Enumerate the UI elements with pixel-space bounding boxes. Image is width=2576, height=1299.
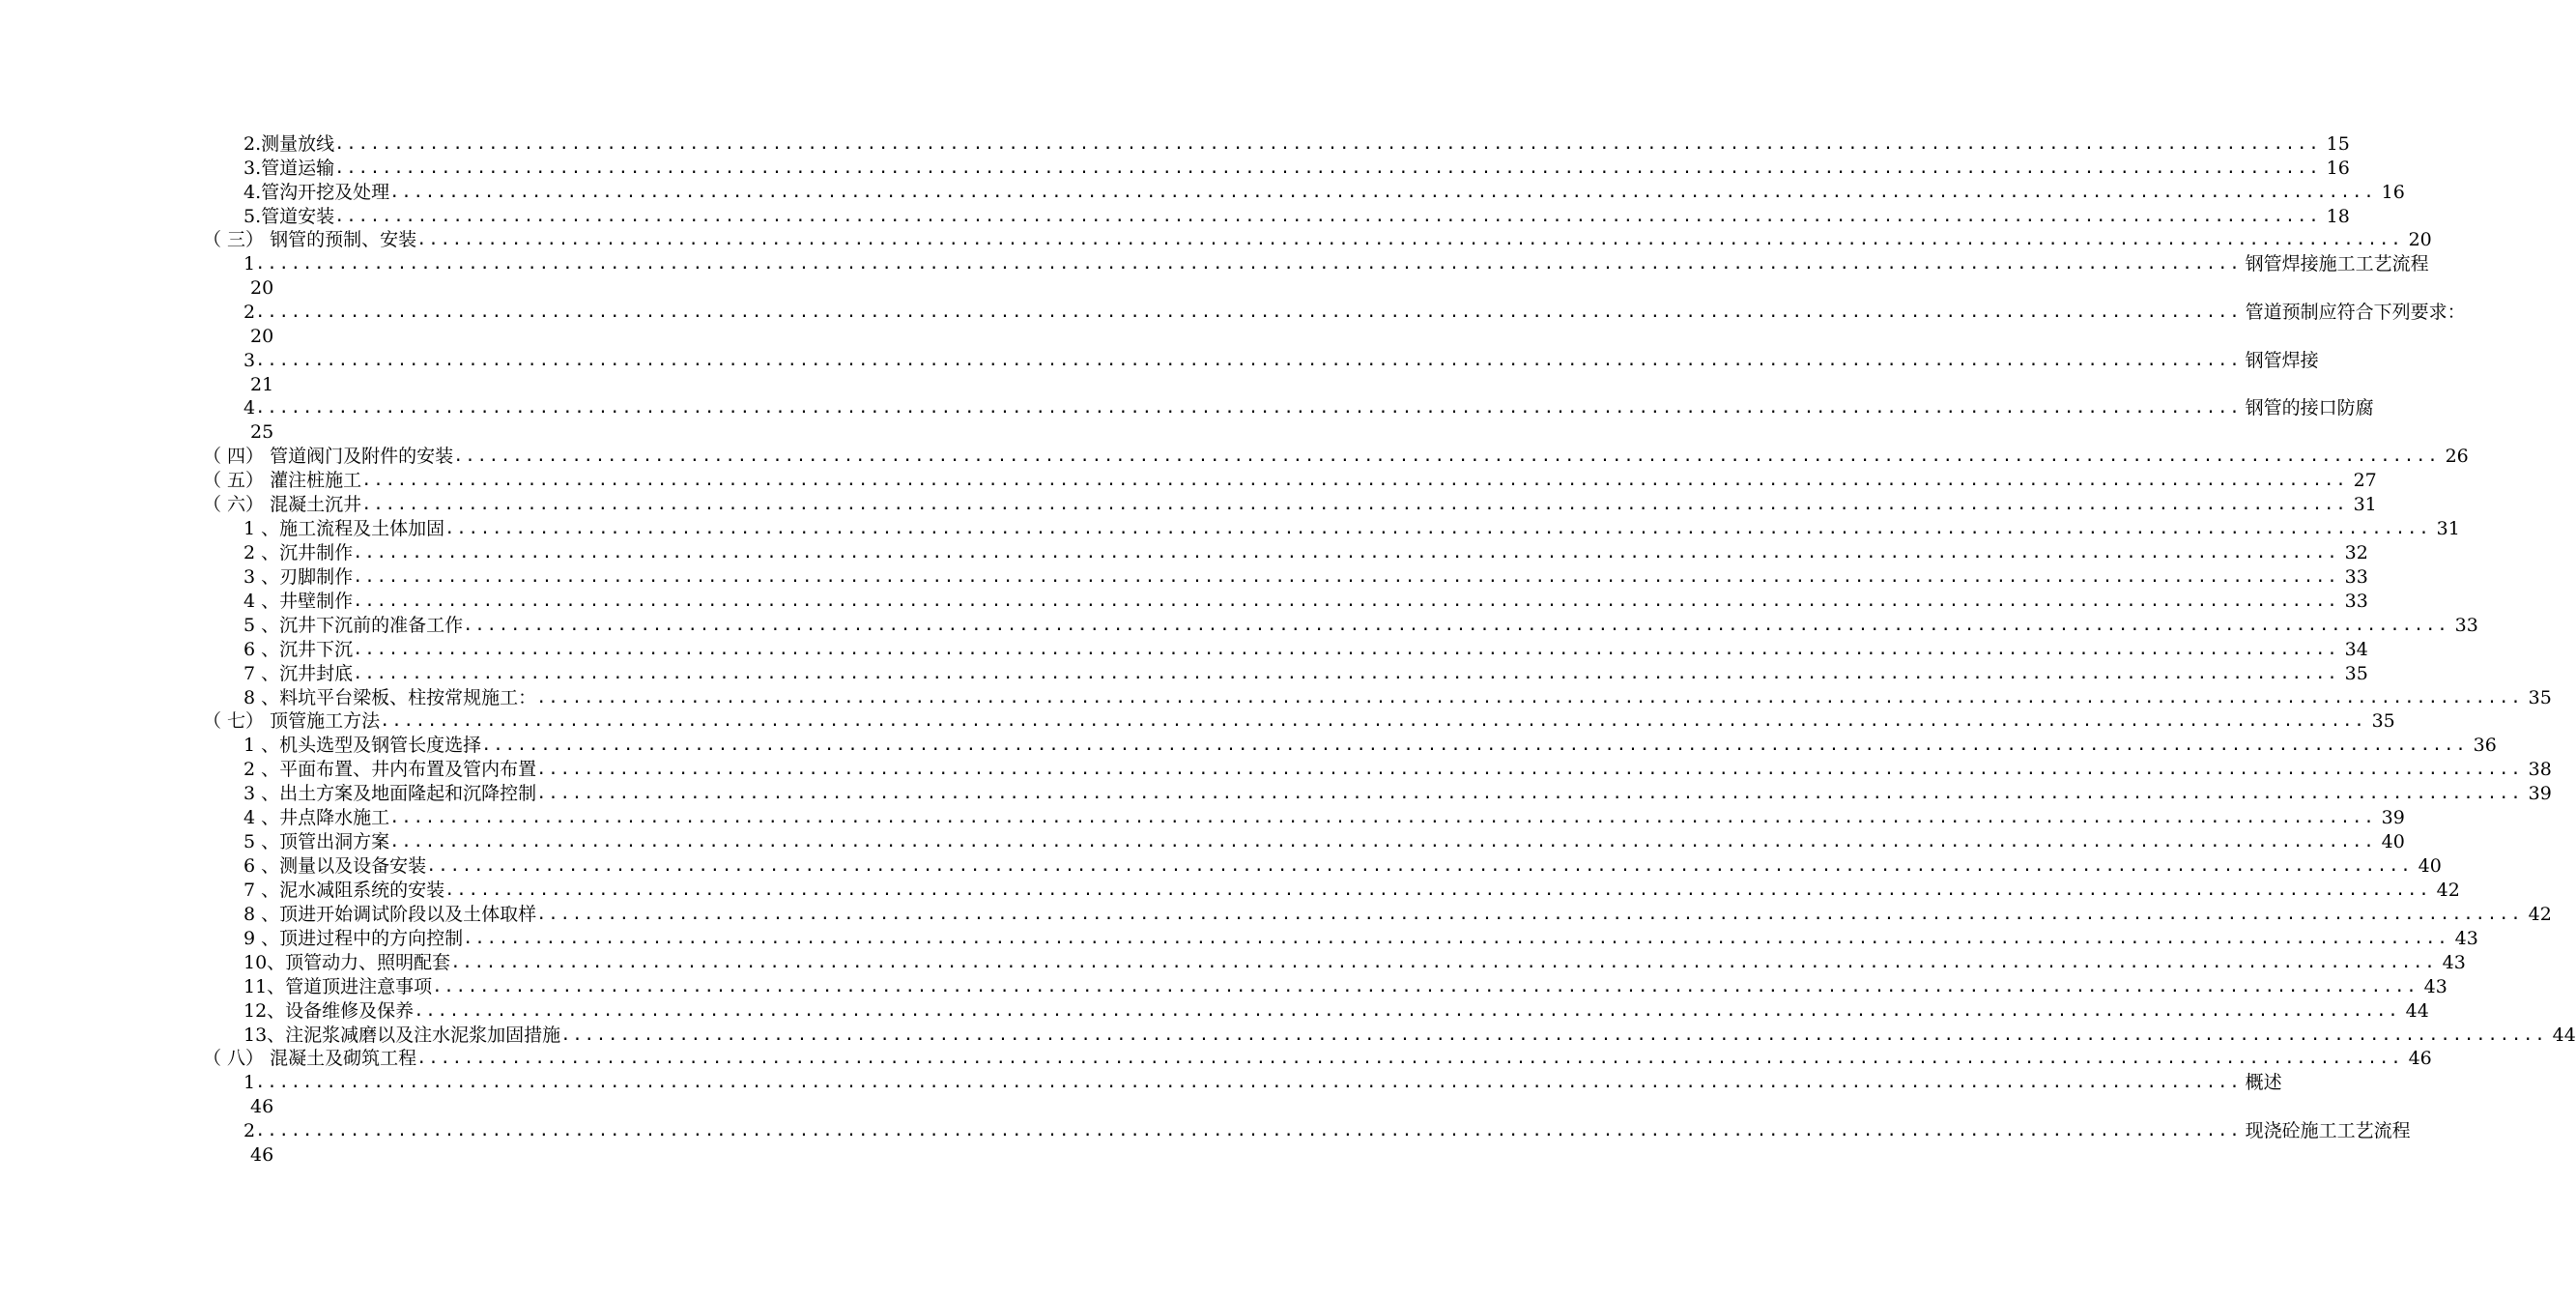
toc-entry-page: 42	[2528, 904, 2552, 925]
dot-leader: ........................................................................................................................................................................	[463, 929, 2449, 948]
toc-entry-page: 27	[2353, 470, 2377, 491]
toc-section-label: （ 七） 顶管施工方法	[203, 710, 381, 732]
toc-section	[203, 493, 2377, 517]
toc-entry	[243, 903, 2552, 927]
toc-entry-page: 44	[2552, 1025, 2576, 1046]
toc-entry-page: 32	[2344, 542, 2368, 563]
dot-leader: ........................................................................................................................................................................	[432, 977, 2419, 996]
toc-entry-page: 38	[2528, 759, 2552, 780]
toc-entry-page: 16	[2381, 182, 2405, 203]
toc-entry	[243, 927, 2478, 951]
dot-leader: ........................................................................................................................................................................	[463, 616, 2449, 635]
toc-section-label: （ 四） 管道阀门及附件的安装	[203, 446, 454, 467]
toc-entry-page: 33	[2344, 566, 2368, 588]
toc-entry-page: 46	[250, 1144, 274, 1166]
toc-entry	[243, 951, 2466, 975]
dot-leader: ........................................................................................................................................................................	[255, 1073, 2242, 1092]
toc-entry	[243, 132, 2350, 157]
dot-leader: ........................................................................................................................................................................	[481, 736, 2468, 755]
toc-entry-page: 46	[2408, 1048, 2432, 1069]
toc-entry-label: 10、顶管动力、照明配套	[243, 952, 451, 973]
toc-section	[203, 1047, 2432, 1071]
dot-leader: ........................................................................................................................................................................	[536, 760, 2523, 779]
toc-entry-number: 2	[243, 1120, 256, 1141]
toc-entry	[243, 590, 2368, 614]
toc-entry-label: 3.管道运输	[243, 158, 335, 179]
dot-leader: ........................................................................................................................................................................	[334, 207, 2321, 226]
toc-entry-label: 5.管道安装	[243, 206, 335, 227]
toc-section	[203, 709, 2395, 734]
toc-entry-label: 7 、沉井封底	[243, 663, 354, 684]
toc-entry-label: 6 、沉井下沉	[243, 639, 354, 660]
toc-entry-label: 11、管道顶进注意事项	[243, 976, 433, 997]
toc-entry-page: 33	[2344, 591, 2368, 612]
toc-entry-label: 3 、刃脚制作	[243, 566, 354, 588]
toc-entry-label: 4 、井壁制作	[243, 591, 354, 612]
toc-entry-page: 39	[2528, 783, 2552, 804]
toc-entry-page: 16	[2326, 158, 2350, 179]
toc-entry	[243, 782, 2552, 806]
dot-leader: ........................................................................................................................................................................	[389, 808, 2376, 827]
toc-entry	[243, 517, 2460, 541]
dot-leader: ........................................................................................................................................................................	[353, 567, 2339, 587]
toc-entry	[243, 252, 2429, 276]
toc-section-label: （ 八） 混凝土及砌筑工程	[203, 1048, 417, 1069]
toc-entry-page: 18	[2326, 206, 2350, 227]
toc-entry-page: 44	[2405, 1000, 2429, 1022]
toc-entry-page: 39	[2381, 807, 2405, 828]
toc-entry-label: 5 、沉井下沉前的准备工作	[243, 615, 464, 636]
dot-leader: ........................................................................................................................................................................	[353, 640, 2339, 659]
toc-section	[203, 228, 2432, 252]
dot-leader: ........................................................................................................................................................................	[536, 905, 2523, 924]
dot-leader: ........................................................................................................................................................................	[255, 254, 2242, 274]
toc-entry-page: 43	[2423, 976, 2447, 997]
toc-entry-page: 20	[250, 326, 274, 347]
toc-entry-label: 4.管沟开挖及处理	[243, 182, 390, 203]
dot-leader: ........................................................................................................................................................................	[389, 832, 2376, 852]
toc-entry-page: 15	[2326, 133, 2350, 155]
toc-section	[203, 445, 2469, 469]
toc-entry	[243, 686, 2552, 710]
toc-entry	[243, 1119, 2411, 1143]
toc-entry-page: 21	[250, 374, 274, 395]
toc-section	[203, 469, 2377, 493]
toc-entry	[243, 806, 2405, 830]
dot-leader: ........................................................................................................................................................................	[334, 134, 2321, 154]
toc-entry-label: 8 、顶进开始调试阶段以及土体取样	[243, 904, 537, 925]
toc-entry-label: 2.测量放线	[243, 133, 335, 155]
toc-entry	[243, 758, 2552, 782]
dot-leader: ........................................................................................................................................................................	[444, 519, 2431, 538]
toc-entry	[243, 734, 2497, 758]
toc-entry	[243, 999, 2429, 1024]
toc-entry-page: 35	[2528, 687, 2552, 708]
toc-entry	[243, 181, 2405, 205]
toc-entry-page: 20	[250, 277, 274, 299]
toc-entry	[243, 662, 2368, 686]
toc-entry-label: 现浇砼施工工艺流程	[2245, 1120, 2411, 1141]
toc-entry-page: 36	[2473, 735, 2497, 756]
dot-leader: ........................................................................................................................................................................	[453, 447, 2440, 466]
toc-entry-label: 9 、顶进过程中的方向控制	[243, 928, 464, 949]
toc-entry-number: 1	[243, 253, 256, 274]
dot-leader: ........................................................................................................................................................................	[255, 1121, 2242, 1140]
toc-entry-label: 6 、测量以及设备安装	[243, 855, 427, 877]
toc-entry-page: 31	[2353, 494, 2377, 515]
toc-entry-label: 3 、出土方案及地面隆起和沉降控制	[243, 783, 537, 804]
toc-entry	[243, 975, 2447, 999]
toc-entry-page: 33	[2454, 615, 2478, 636]
toc-section-label: （ 五） 灌注桩施工	[203, 470, 362, 491]
dot-leader: ........................................................................................................................................................................	[361, 495, 2348, 514]
toc-entry-label: 钢管焊接	[2245, 350, 2319, 371]
toc-entry	[243, 879, 2460, 903]
dot-leader: ........................................................................................................................................................................	[255, 303, 2242, 322]
toc-entry-label: 2 、平面布置、井内布置及管内布置	[243, 759, 537, 780]
toc-entry-label: 4 、井点降水施工	[243, 807, 390, 828]
toc-entry	[243, 614, 2478, 638]
toc-entry	[243, 157, 2350, 181]
toc-entry-page: 20	[2408, 229, 2432, 250]
toc-entry-page: 40	[2418, 855, 2442, 877]
toc-entry	[243, 830, 2405, 854]
toc-entry-page: 42	[2436, 880, 2460, 901]
dot-leader: ........................................................................................................................................................................	[255, 351, 2242, 370]
toc-section-label: （ 三） 钢管的预制、安装	[203, 229, 417, 250]
dot-leader: ........................................................................................................................................................................	[416, 230, 2403, 249]
toc-entry-label: 7 、泥水减阻系统的安装	[243, 880, 445, 901]
dot-leader: ........................................................................................................................................................................	[426, 856, 2413, 876]
toc-entry-label: 1 、施工流程及土体加固	[243, 518, 445, 539]
toc-entry-page: 43	[2454, 928, 2478, 949]
toc-entry-number: 3	[243, 350, 256, 371]
toc-entry	[243, 541, 2368, 565]
toc-entry-page: 26	[2445, 446, 2469, 467]
toc-entry-page: 40	[2381, 831, 2405, 852]
dot-leader: ........................................................................................................................................................................	[255, 398, 2242, 418]
toc-entry	[243, 565, 2368, 590]
dot-leader: ........................................................................................................................................................................	[536, 784, 2523, 803]
dot-leader: ........................................................................................................................................................................	[380, 711, 2366, 731]
dot-leader: ........................................................................................................................................................................	[450, 953, 2437, 972]
toc-entry-label: 概述	[2245, 1072, 2282, 1093]
toc-entry-page: 34	[2344, 639, 2368, 660]
toc-entry	[243, 1024, 2576, 1048]
toc-entry	[243, 854, 2442, 879]
dot-leader: ........................................................................................................................................................................	[560, 1025, 2547, 1045]
toc-entry-label: 8 、料坑平台梁板、柱按常规施工：	[243, 687, 537, 708]
toc-entry-number: 2	[243, 302, 256, 323]
toc-entry-page: 25	[250, 421, 274, 443]
dot-leader: ........................................................................................................................................................................	[389, 183, 2376, 202]
toc-entry-number: 4	[243, 397, 256, 419]
dot-leader: ........................................................................................................................................................................	[353, 592, 2339, 611]
dot-leader: ........................................................................................................................................................................	[536, 688, 2523, 707]
toc-entry	[243, 1071, 2282, 1095]
toc-entry	[243, 638, 2368, 662]
dot-leader: ........................................................................................................................................................................	[416, 1049, 2403, 1068]
toc-entry-label: 钢管的接口防腐	[2245, 397, 2374, 419]
toc-entry-page: 35	[2371, 710, 2395, 732]
toc-section-label: （ 六） 混凝土沉井	[203, 494, 362, 515]
dot-leader: ........................................................................................................................................................................	[353, 543, 2339, 563]
toc-entry-number: 1	[243, 1072, 256, 1093]
toc-entry-page: 31	[2436, 518, 2460, 539]
dot-leader: ........................................................................................................................................................................	[444, 880, 2431, 900]
toc-entry-label: 2 、沉井制作	[243, 542, 354, 563]
toc-entry-label: 5 、顶管出洞方案	[243, 831, 390, 852]
dot-leader: ........................................................................................................................................................................	[334, 159, 2321, 178]
toc-entry-label: 1 、机头选型及钢管长度选择	[243, 735, 482, 756]
dot-leader: ........................................................................................................................................................................	[414, 1001, 2400, 1021]
toc-entry-page: 43	[2442, 952, 2466, 973]
toc-entry-page: 46	[250, 1096, 274, 1117]
toc-entry-label: 管道预制应符合下列要求：	[2245, 302, 2466, 323]
dot-leader: ........................................................................................................................................................................	[353, 664, 2339, 683]
toc-entry-label: 13、注泥浆减磨以及注水泥浆加固措施	[243, 1025, 561, 1046]
toc-entry-page: 35	[2344, 663, 2368, 684]
toc-entry	[243, 396, 2374, 420]
toc-entry	[243, 301, 2466, 325]
dot-leader: ........................................................................................................................................................................	[361, 471, 2348, 490]
toc-entry-label: 钢管焊接施工工艺流程	[2245, 253, 2429, 274]
toc-entry-label: 12、设备维修及保养	[243, 1000, 415, 1022]
toc-entry	[243, 205, 2350, 229]
toc-entry	[243, 349, 2319, 373]
